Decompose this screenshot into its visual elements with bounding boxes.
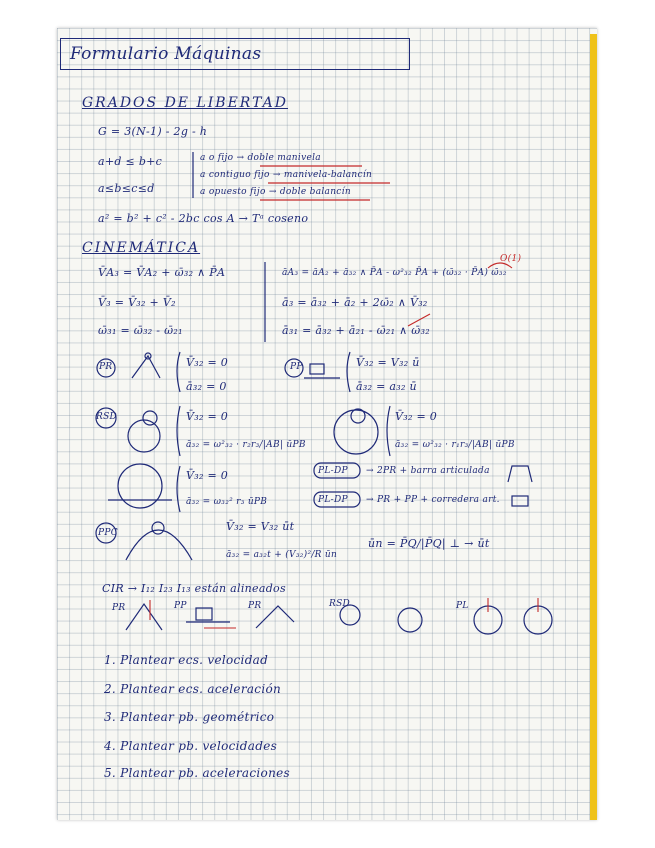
pair-pr-label: PR bbox=[99, 362, 113, 372]
cosine-law: a² = b² + c² - 2bc cos A → Tᵃ coseno bbox=[98, 212, 309, 225]
section-grados: GRADOS DE LIBERTAD bbox=[82, 95, 289, 111]
rsd-brace bbox=[177, 406, 180, 456]
velocity-eq-1: V̄A₃ = V̄A₂ + ω̄₃₂ ∧ P̄A bbox=[98, 266, 226, 279]
pl-dp-text-2: → PR + PP + corredera art. bbox=[366, 495, 500, 505]
pl-dp-box-1 bbox=[314, 463, 360, 478]
pair-pr-accel: ā₃₂ = 0 bbox=[186, 380, 227, 393]
pl-dp-label-2: PL-DP bbox=[318, 495, 348, 505]
pair-ppc-accel: ā₃₂ = a₃₂t + (V₃₂)²/R ūn bbox=[226, 550, 338, 560]
accel-eq-2: ā₃ = ā₃₂ + ā₂ + 2ω̄₂ ∧ V̄₃₂ bbox=[282, 296, 428, 309]
pair-rsd-accel: ā₃₂ = ω²₃₂ · r₂r₃/|AB| ūPB bbox=[186, 440, 306, 450]
section-cinematica: CINEMÁTICA bbox=[82, 240, 201, 256]
cir-pp-sketch bbox=[196, 608, 212, 620]
cir-pr2-sketch bbox=[256, 606, 294, 628]
pair-roll-accel: ā₃₂ = ω₃₂² r₃ ūPB bbox=[186, 497, 268, 507]
pl-dp-label-1: PL-DP bbox=[318, 466, 348, 476]
pp-circle-icon bbox=[285, 359, 303, 377]
accel-note-mark bbox=[488, 263, 512, 268]
step-4: 4. Plantear pb. velocidades bbox=[104, 739, 278, 753]
pair-ppc-label: PPC bbox=[98, 528, 118, 538]
pair-pp-velocity: V̄₃₂ = V₃₂ ū bbox=[356, 356, 420, 369]
pair-pp-label: PP bbox=[290, 362, 303, 372]
accel-eq-3: ā₃₁ = ā₃₂ + ā₂₁ - ω̄₂₁ ∧ ω̄₃₂ bbox=[282, 324, 430, 337]
pr-joint-icon bbox=[132, 356, 160, 378]
pair-rsd2-velocity: V̄₃₂ = 0 bbox=[395, 410, 438, 423]
pr-circle-icon bbox=[97, 359, 115, 377]
step-2: 2. Plantear ecs. aceleración bbox=[104, 682, 282, 696]
pair-rsd-label: RSD bbox=[96, 412, 118, 422]
unit-normal-formula: ūn = P̄Q/|P̄Q| ⊥ → ūt bbox=[368, 537, 490, 550]
rsd2-brace bbox=[387, 406, 390, 456]
step-3: 3. Plantear pb. geométrico bbox=[104, 710, 275, 724]
velocity-eq-3: ω̄₃₁ = ω̄₃₂ - ω̄₂₁ bbox=[98, 324, 183, 337]
slider-art-icon bbox=[512, 496, 528, 506]
ppc-pin-icon bbox=[152, 522, 164, 534]
formula-gruebler: G = 3(N-1) - 2g - h bbox=[98, 125, 208, 138]
cir-label-pl: PL bbox=[456, 601, 469, 611]
rsd-wheel-icon bbox=[128, 420, 160, 452]
cir-label-rsd: RSD bbox=[329, 599, 351, 609]
cir-roll-sketch bbox=[398, 608, 422, 632]
ppc-circle-icon bbox=[96, 523, 116, 543]
rsd2-wheel-icon bbox=[334, 410, 378, 454]
pair-ppc-velocity: V̄₃₂ = V₃₂ ūt bbox=[226, 520, 295, 533]
pair-rsd2-accel: ā₃₂ = ω²₃₂ · r₁r₃/|AB| ūPB bbox=[395, 440, 515, 450]
pp-brace bbox=[347, 352, 350, 392]
cir-label-pp: PP bbox=[174, 601, 187, 611]
pair-pr-velocity: V̄₃₂ = 0 bbox=[186, 356, 229, 369]
page-title: Formulario Máquinas bbox=[70, 44, 262, 64]
grashof-case-3: a opuesto fijo → doble balancín bbox=[200, 187, 351, 197]
accel-red-mark bbox=[408, 314, 430, 326]
rsd-small-wheel-icon bbox=[143, 411, 157, 425]
cir-rule: CIR → I₁₂ I₂₃ I₁₃ están alineados bbox=[102, 582, 286, 595]
cir-label-pr: PR bbox=[112, 603, 126, 613]
accel-eq-1: āA₃ = āA₂ + ā₃₂ ∧ P̄A - ω²₃₂ P̄A + (ω̄₃₂ · P̄A) ω̄₃₂ bbox=[282, 268, 507, 278]
rsd-circle-icon bbox=[96, 408, 116, 428]
step-5: 5. Plantear pb. aceleraciones bbox=[104, 766, 290, 780]
pr-brace bbox=[177, 352, 180, 392]
cir-label-pr-2: PR bbox=[248, 601, 262, 611]
velocity-eq-2: V̄₃ = V̄₃₂ + V̄₂ bbox=[98, 296, 176, 309]
cir-rsd-sketch bbox=[340, 605, 360, 625]
grashof-condition-1: a+d ≤ b+c bbox=[98, 155, 163, 168]
pl-dp-text-1: → 2PR + barra articulada bbox=[366, 466, 490, 476]
roll-brace bbox=[177, 466, 180, 512]
pair-roll-velocity: V̄₃₂ = 0 bbox=[186, 469, 229, 482]
roll-wheel-icon bbox=[118, 464, 162, 508]
pair-rsd-velocity: V̄₃₂ = 0 bbox=[186, 410, 229, 423]
accel-note: O(1) bbox=[500, 254, 522, 264]
grashof-condition-2: a≤b≤c≤d bbox=[98, 182, 155, 195]
pp-slider-icon bbox=[310, 364, 324, 374]
rsd2-inner-icon bbox=[351, 409, 365, 423]
cir-pr-sketch bbox=[126, 604, 162, 630]
step-1: 1. Plantear ecs. velocidad bbox=[104, 653, 269, 667]
grashof-case-2: a contiguo fijo → manivela-balancín bbox=[200, 170, 373, 180]
pl-dp-box-2 bbox=[314, 492, 360, 507]
grashof-case-1: a o fijo → doble manivela bbox=[200, 153, 321, 163]
pair-pp-accel: ā₃₂ = a₃₂ ū bbox=[356, 380, 417, 393]
bar-linkage-icon bbox=[508, 466, 532, 482]
